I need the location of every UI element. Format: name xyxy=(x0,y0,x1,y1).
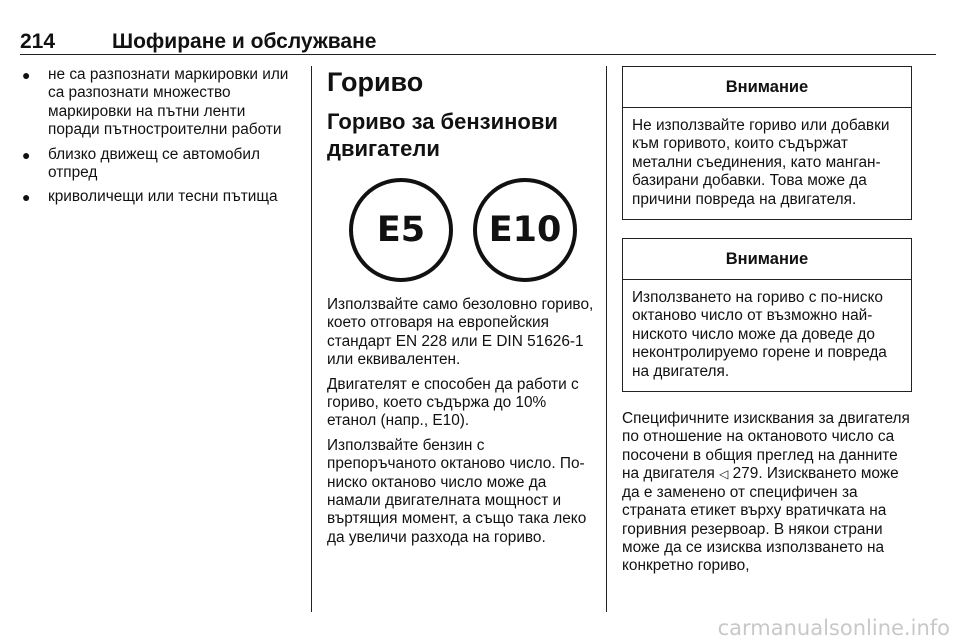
fuel-label-e10-icon: E10 xyxy=(473,178,577,282)
caution-title: Внимание xyxy=(623,239,911,280)
section-heading: Гориво xyxy=(327,67,424,97)
caution-text: Не използвайте гориво или добавки към горивото, които съдържат метални съединения, като манган-базирани добавки. Това може да причини повреда на двигателя. xyxy=(632,117,890,208)
caution-text: Използването на гориво с по-ниско октаново число от възможно най-ниското число може да доведе до неконтролируемо горене и повреда на двигателя. xyxy=(632,289,887,380)
condition-list xyxy=(22,66,292,207)
column-divider-left xyxy=(311,66,312,612)
page-number: 214 xyxy=(20,30,56,53)
bullet-icon: ● xyxy=(22,146,31,163)
paragraph: Двигателят е способен да работи с гориво, което съдържа до 10% етанол (напр., E10). xyxy=(327,375,579,430)
fuel-label-e5-icon: E5 xyxy=(349,178,453,282)
fuel-labels-figure xyxy=(327,178,595,296)
section-subheading: Гориво за бензинови двигатели xyxy=(327,109,558,161)
list-item: ● не са разпознати маркировки или са разпознати множество маркировки на пътни ленти поради пътностроителни работи xyxy=(22,66,289,139)
page-header xyxy=(20,30,936,55)
middle-column xyxy=(327,66,595,553)
bullet-icon: ● xyxy=(22,67,31,83)
column-divider-right xyxy=(606,66,607,612)
caution-box xyxy=(622,66,912,220)
watermark: carmanualsonline.info xyxy=(717,616,950,640)
paragraph: Използвайте бензин с препоръчаното октаново число. По-ниско октаново число може да намали двигателната мощност и въртящия момент, а също така леко да увеличи разхода на гориво. xyxy=(327,436,587,546)
page-reference-arrow-icon: ◁ xyxy=(719,467,729,482)
list-item: ● криволичещи или тесни пътища xyxy=(22,188,278,206)
bullet-icon: ● xyxy=(22,189,31,206)
left-column xyxy=(22,66,292,213)
caution-title: Внимание xyxy=(623,67,911,108)
paragraph: Използвайте само безоловно гориво, което отговаря на европейския стандарт EN 228 или E DIN 51626-1 или еквивалентен. xyxy=(327,296,594,369)
list-item: ● близко движещ се автомобил отпред xyxy=(22,145,260,182)
chapter-title: Шофиране и обслужване xyxy=(112,30,377,53)
caution-box xyxy=(622,238,912,392)
page-reference-link[interactable]: 279 xyxy=(732,465,759,483)
right-column xyxy=(622,66,912,576)
paragraph: Специфичните изисквания за двигателя по отношение на октановото число са посочени в общия преглед на данните на двигателя ◁ 279. Изискването може да е заменено от специфичен за страната етикет върху вратичката на горивния резервоар. В някои страни може да се изисква използването на конкретно гориво, xyxy=(622,410,910,575)
